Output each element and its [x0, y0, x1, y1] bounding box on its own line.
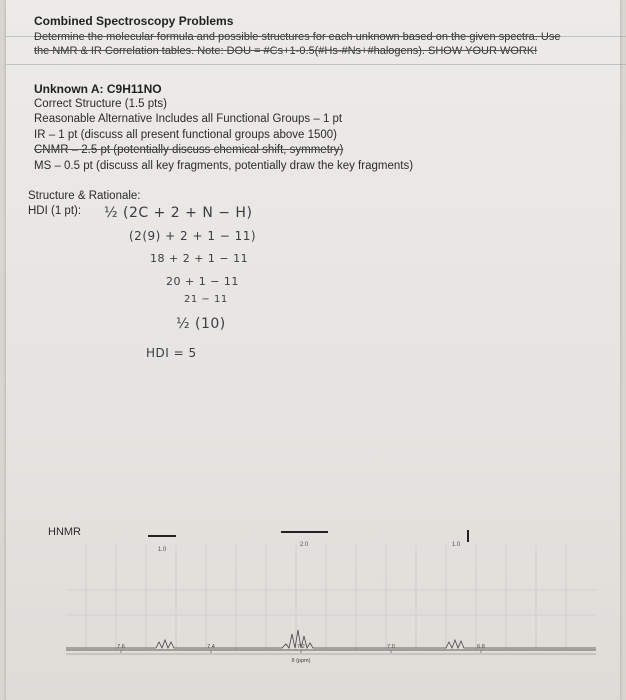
hnmr-label: HNMR: [48, 526, 81, 538]
nmr-trace: [66, 630, 596, 648]
hdi-label: HDI (1 pt):: [28, 205, 82, 217]
rubric-item: Reasonable Alternative Includes all Functional Groups – 1 pt: [34, 113, 343, 125]
tick-label: 7.6: [117, 644, 125, 650]
integration-label: 1.0: [451, 542, 461, 548]
handwritten-step: ½ (10): [176, 316, 226, 332]
worksheet-title: Combined Spectroscopy Problems: [34, 14, 234, 28]
tick-label: 7.4: [207, 644, 215, 650]
spectrum-gridlines: [66, 545, 596, 650]
rubric-item: Correct Structure (1.5 pts): [34, 98, 167, 110]
handwritten-step: 18 + 2 + 1 − 11: [150, 252, 249, 265]
handwritten-step: (2(9) + 2 + 1 − 11): [129, 229, 257, 243]
unknown-title: Unknown A: C9H11NO: [34, 82, 162, 96]
tick-label: 7.2: [297, 644, 305, 650]
axis-label: δ (ppm): [291, 658, 311, 664]
handwritten-step: 20 + 1 − 11: [166, 275, 239, 288]
handwritten-step: 21 − 11: [184, 294, 228, 305]
integration-label: 1.0: [157, 547, 167, 553]
tick-label: 6.8: [477, 644, 485, 650]
tick-label: 7.0: [387, 644, 395, 650]
rubric-item: CNMR – 2.5 pt (potentially discuss chemical shift, symmetry): [34, 144, 344, 156]
handwritten-answer: HDI = 5: [146, 346, 197, 360]
ruled-line: [6, 64, 626, 65]
hnmr-spectrum: [46, 530, 606, 675]
instructions-line-1: Determine the molecular formula and possible structures for each unknown based on the given spectra. Use: [34, 31, 561, 43]
integration-label: 2.0: [299, 542, 309, 548]
rubric-item: MS – 0.5 pt (discuss all key fragments, potentially draw the key fragments): [34, 160, 414, 172]
handwritten-step: ½ (2C + 2 + N − H): [104, 205, 253, 221]
structure-rationale-label: Structure & Rationale:: [28, 190, 141, 202]
axis-ticks: [121, 650, 481, 653]
worksheet-page: [6, 0, 620, 700]
rubric-item: IR – 1 pt (discuss all present functional groups above 1500): [34, 129, 338, 141]
instructions-line-2: the NMR & IR Correlation tables. Note: DOU = #Cs+1-0.5(#Hs-#Ns+#halogens). SHOW YOUR WORK!: [34, 45, 538, 57]
